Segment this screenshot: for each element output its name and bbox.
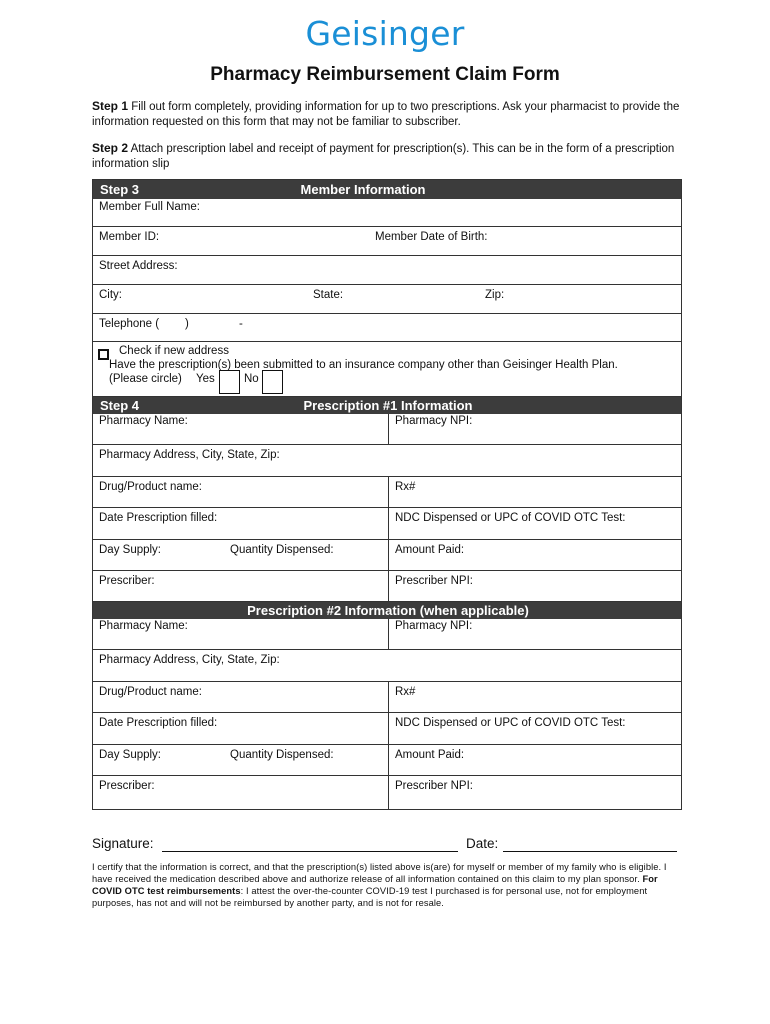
signature-label: Signature: <box>92 836 154 851</box>
telephone-close-paren: ) <box>185 318 189 330</box>
step1-instructions <box>92 99 682 130</box>
step1-text: Fill out form completely, providing information for up to two prescriptions. Ask your pharmacist to provide the information requested on this form that may not be familiar to subscriber. <box>92 101 680 128</box>
insurance-question: Have the prescription(s) been submitted to an insurance company other than Geisinger Health Plan. <box>109 359 618 371</box>
form-title: Pharmacy Reimbursement Claim Form <box>210 64 560 85</box>
step4-label: Step 4 <box>100 398 140 413</box>
rx2-prescriber-npi-cell[interactable] <box>388 776 683 809</box>
rx2-date-filled-label: Date Prescription filled: <box>99 717 218 729</box>
rx1-pharmacy-row <box>93 414 681 445</box>
member-full-name-field[interactable] <box>93 199 681 227</box>
rx1-pharmacy-npi-label: Pharmacy NPI: <box>395 415 473 427</box>
rx2-prescriber-row <box>93 776 681 809</box>
city-label: City: <box>99 289 122 301</box>
rx1-rx-cell[interactable] <box>388 477 683 507</box>
rx2-amount-label: Amount Paid: <box>395 749 465 761</box>
rx2-drug-label: Drug/Product name: <box>99 686 202 698</box>
state-label: State: <box>313 289 344 301</box>
rx1-pharmacy-address-field[interactable] <box>93 445 681 477</box>
new-address-and-insurance-row <box>93 342 681 397</box>
no-label: No <box>244 373 259 385</box>
member-dob-label: Member Date of Birth: <box>375 231 488 243</box>
yes-label: Yes <box>196 373 215 385</box>
step2-instructions <box>92 141 682 172</box>
rx2-section-header <box>93 602 681 619</box>
step2-label: Step 2 <box>92 141 129 155</box>
rx1-day-supply-label: Day Supply: <box>99 544 162 556</box>
rx2-pharmacy-name-label: Pharmacy Name: <box>99 620 188 632</box>
step2-text: Attach prescription label and receipt of payment for prescription(s). This can be in the form of a prescription information slip <box>92 143 675 170</box>
new-address-checkbox[interactable] <box>98 349 109 360</box>
signature-line[interactable] <box>162 851 458 852</box>
rx1-prescriber-label: Prescriber: <box>99 575 155 587</box>
no-checkbox[interactable] <box>262 370 283 394</box>
rx1-qty-label: Quantity Dispensed: <box>230 544 334 556</box>
street-address-field[interactable] <box>93 256 681 285</box>
rx2-prescriber-npi-label: Prescriber NPI: <box>395 780 473 792</box>
date-line[interactable] <box>503 851 677 852</box>
rx2-heading: Prescription #2 Information (when applicable) <box>247 603 529 618</box>
rx1-drug-row <box>93 477 681 508</box>
rx1-prescriber-npi-label: Prescriber NPI: <box>395 575 473 587</box>
rx2-rx-label: Rx# <box>395 686 416 698</box>
rx1-heading: Prescription #1 Information <box>303 398 473 413</box>
telephone-dash: - <box>239 318 243 330</box>
rx2-date-row <box>93 713 681 745</box>
zip-label: Zip: <box>485 289 505 301</box>
telephone-field[interactable] <box>93 314 681 342</box>
rx2-pharmacy-row <box>93 619 681 650</box>
rx1-pharmacy-name-label: Pharmacy Name: <box>99 415 188 427</box>
member-information-heading: Member Information <box>300 182 426 197</box>
rx1-pharmacy-npi-cell[interactable] <box>388 414 683 444</box>
rx1-pharmacy-address-label: Pharmacy Address, City, State, Zip: <box>99 449 280 461</box>
geisinger-logo: Geisinger <box>305 14 465 53</box>
city-state-zip-row <box>93 285 681 314</box>
rx1-rx-label: Rx# <box>395 481 416 493</box>
rx1-date-filled-label: Date Prescription filled: <box>99 512 218 524</box>
rx1-ndc-cell[interactable] <box>388 508 683 539</box>
certify-bold: For COVID OTC test reimbursements <box>92 874 658 896</box>
rx1-drug-label: Drug/Product name: <box>99 481 202 493</box>
rx1-prescriber-npi-cell[interactable] <box>388 571 683 601</box>
member-id-label: Member ID: <box>99 231 160 243</box>
yes-checkbox[interactable] <box>219 370 240 394</box>
date-label: Date: <box>466 836 499 851</box>
claim-form-table <box>92 179 682 810</box>
rx2-pharmacy-npi-label: Pharmacy NPI: <box>395 620 473 632</box>
telephone-label: Telephone ( <box>99 318 160 330</box>
rx1-ndc-label: NDC Dispensed or UPC of COVID OTC Test: <box>395 512 626 524</box>
step1-label: Step 1 <box>92 99 129 113</box>
member-section-header <box>93 180 681 199</box>
rx2-pharmacy-address-field[interactable] <box>93 650 681 682</box>
rx1-supply-row <box>93 540 681 571</box>
rx2-supply-row <box>93 745 681 776</box>
certify-text-2: : I attest the over-the-counter COVID-19 test I purchased is for personal use, not for employment purposes, has not and will not be reimbursed by another party, and is not for resale. <box>92 886 648 908</box>
rx1-date-row <box>93 508 681 540</box>
rx1-prescriber-row <box>93 571 681 602</box>
rx2-drug-row <box>93 682 681 713</box>
certify-text-1: I certify that the information is correct, and that the prescription(s) listed above is(are) for myself or member of my family who is eligible. I have received the medication described above and authorize release of all information contained on this claim to my plan sponsor. <box>92 862 667 884</box>
new-address-label: Check if new address <box>119 345 229 357</box>
street-address-label: Street Address: <box>99 260 178 272</box>
rx2-pharmacy-address-label: Pharmacy Address, City, State, Zip: <box>99 654 280 666</box>
rx2-pharmacy-npi-cell[interactable] <box>388 619 683 649</box>
rx2-day-supply-label: Day Supply: <box>99 749 162 761</box>
rx2-qty-label: Quantity Dispensed: <box>230 749 334 761</box>
member-full-name-label: Member Full Name: <box>99 201 200 213</box>
rx1-amount-cell[interactable] <box>388 540 683 570</box>
rx2-rx-cell[interactable] <box>388 682 683 712</box>
step3-label: Step 3 <box>100 182 140 197</box>
rx2-ndc-label: NDC Dispensed or UPC of COVID OTC Test: <box>395 717 626 729</box>
rx2-ndc-cell[interactable] <box>388 713 683 744</box>
member-id-row <box>93 227 681 256</box>
rx2-amount-cell[interactable] <box>388 745 683 775</box>
certification-statement <box>92 861 684 909</box>
rx1-section-header <box>93 397 681 414</box>
please-circle-label: (Please circle) <box>109 373 182 385</box>
rx1-amount-label: Amount Paid: <box>395 544 465 556</box>
rx2-prescriber-label: Prescriber: <box>99 780 155 792</box>
